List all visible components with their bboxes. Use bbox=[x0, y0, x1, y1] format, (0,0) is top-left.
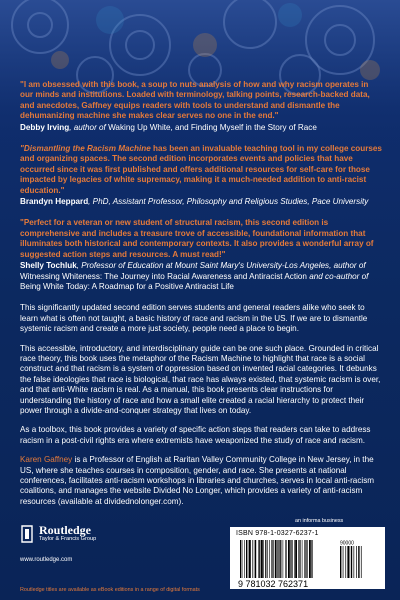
barcode-bar bbox=[240, 540, 241, 578]
barcode-bar bbox=[242, 540, 243, 578]
barcode-bar bbox=[299, 540, 300, 578]
barcode-graphic bbox=[236, 540, 378, 588]
barcode-bar bbox=[252, 540, 253, 578]
barcode-bar bbox=[265, 540, 266, 578]
informa-business: an informa business bbox=[295, 518, 344, 524]
ebook-note: Routledge titles are available as eBook editions in a range of digital formats bbox=[20, 587, 200, 593]
barcode-bar bbox=[254, 540, 255, 578]
barcode-bar bbox=[259, 540, 260, 578]
description-paragraph-2: This accessible, introductory, and interdisciplinary guide can be one such place. Grounded in critical race theory, this book uses the metaphor of the Racism Machine to highlight that race is a social construct and that racism is a system of oppression based on invented racial categories. It debunks the false ideologies that race is biological, that race has always existed, that systemic racism is over, and that anti-White racism is real. As a manual, this book presents clear instructions for understanding the history of race and how a small elite created a racial hierarchy to protect their power through a divide-and-conquer strategy that lives on today. bbox=[20, 343, 381, 415]
barcode-price-code: 90000 bbox=[340, 540, 354, 547]
isbn-number: ISBN 978-1-0327-6237-1 bbox=[236, 530, 319, 537]
barcode-bar bbox=[278, 540, 279, 578]
barcode-addon-bar bbox=[345, 546, 346, 578]
barcode-bar bbox=[283, 540, 284, 578]
barcode-addon-bar bbox=[351, 546, 352, 578]
endorsement-attribution-2: Brandyn Heppard, PhD, Assistant Professor, Philosophy and Religious Studies, Pace University bbox=[20, 197, 369, 207]
description-paragraph-1: This significantly updated second edition serves students and general readers alike who seek to learn what is often not taught, a basic history of race and racism in the US. If we are to dismantle systemic racism and create a more just society, people need a place to begin. bbox=[20, 303, 368, 334]
barcode-bar bbox=[267, 540, 268, 578]
barcode-bar bbox=[258, 540, 259, 578]
publisher-url: www.routledge.com bbox=[20, 557, 73, 563]
barcode-bar bbox=[298, 540, 299, 578]
barcode-bar bbox=[292, 540, 293, 578]
endorsement-quote-2: "Dismantling the Racism Machine has been an invaluable teaching tool in my college courses and organizing spaces. The second edition incorporates events and policies that have occurred since it was first published and offers additional resources for self-care for those impacted by legacies of white supremacy, making it a much-needed addition to anti-racist education." bbox=[20, 144, 382, 195]
barcode-addon-bar bbox=[343, 546, 344, 578]
publisher-group: Taylor & Francis Group bbox=[39, 536, 97, 542]
barcode-bar bbox=[249, 540, 251, 578]
barcode-bar bbox=[294, 540, 295, 578]
barcode-bar bbox=[295, 540, 297, 578]
isbn-barcode bbox=[230, 527, 385, 589]
endorsement-quote-3: "Perfect for a veteran or new student of structural racism, this second edition is comprehensive and includes a treasure trove of accessible, foundational information that illuminates both historical and contemporary contexts. It also provides a wonderful array of suggested action steps and resources. A must read!" bbox=[20, 218, 374, 259]
barcode-bar bbox=[261, 540, 263, 578]
endorsement-attribution-3: Shelly Tochluk, Professor of Education at Mount Saint Mary's University-Los Angeles, author of Witnessing Whiteness: The Journey into Racial Awareness and Antiracist Action and co-author of Being White Today: A Roadmap for a Positive Antiracist Life bbox=[20, 261, 369, 291]
barcode-bar bbox=[280, 540, 281, 578]
author-name: Karen Gaffney bbox=[20, 455, 73, 465]
barcode-bar bbox=[288, 540, 290, 578]
barcode-addon-bar bbox=[347, 546, 349, 578]
barcode-bar bbox=[272, 540, 273, 578]
back-cover-text bbox=[20, 80, 382, 516]
routledge-logo-icon bbox=[20, 525, 34, 543]
barcode-bar bbox=[309, 540, 311, 578]
barcode-bar bbox=[285, 540, 286, 578]
barcode-addon-bar bbox=[361, 546, 362, 578]
barcode-bar bbox=[255, 540, 256, 578]
barcode-addon-bar bbox=[354, 546, 355, 578]
author-bio: Karen Gaffney is a Professor of English at Raritan Valley Community College in New Jersey, in the US, where she teaches courses in composition, gender, and race. She presents at national conferences, facilitates anti-racism workshops in libraries and churches, serves in local anti-racism coalitions, and manages the website Divided No Longer, which provides a variety of anti-racism resources (available at dividednolonger.com). bbox=[20, 455, 375, 506]
barcode-digits: 9 781032 762371 bbox=[238, 579, 309, 588]
barcode-bar bbox=[277, 540, 278, 578]
barcode-bar bbox=[246, 540, 247, 578]
barcode-bar bbox=[302, 540, 303, 578]
publisher-name: Routledge bbox=[39, 523, 91, 537]
publisher-logo bbox=[20, 524, 96, 543]
barcode-bar bbox=[244, 540, 245, 578]
endorsement-quote-1: "I am obsessed with this book, a soup to nuts analysis of how and why racism operates in our minds and institutions. Loaded with terminology, talking points, research-backed data, and anecdotes, Gaffney equips readers with tools to understand and dismantle the dehumanizing machine she makes clear serves no one in the end." bbox=[20, 80, 370, 121]
barcode-addon-bar bbox=[358, 546, 359, 578]
barcode-bar bbox=[286, 540, 287, 578]
barcode-addon-bar bbox=[356, 546, 357, 578]
barcode-addon-bar bbox=[340, 546, 341, 578]
barcode-bar bbox=[269, 540, 270, 578]
barcode-bar bbox=[275, 540, 277, 578]
barcode-bar bbox=[290, 540, 291, 578]
endorsement-attribution-1: Debby Irving, author of Waking Up White, and Finding Myself in the Story of Race bbox=[20, 122, 317, 132]
barcode-bar bbox=[307, 540, 308, 578]
barcode-bar bbox=[271, 540, 272, 578]
description-paragraph-3: As a toolbox, this book provides a variety of specific action steps that readers can take to address racism in a post-civil rights era where extremists have weaponized the study of race and racism. bbox=[20, 425, 371, 445]
barcode-bar bbox=[311, 540, 312, 578]
barcode-bar bbox=[263, 540, 264, 578]
barcode-bar bbox=[248, 540, 249, 578]
barcode-bar bbox=[305, 540, 306, 578]
barcode-bar bbox=[304, 540, 305, 578]
